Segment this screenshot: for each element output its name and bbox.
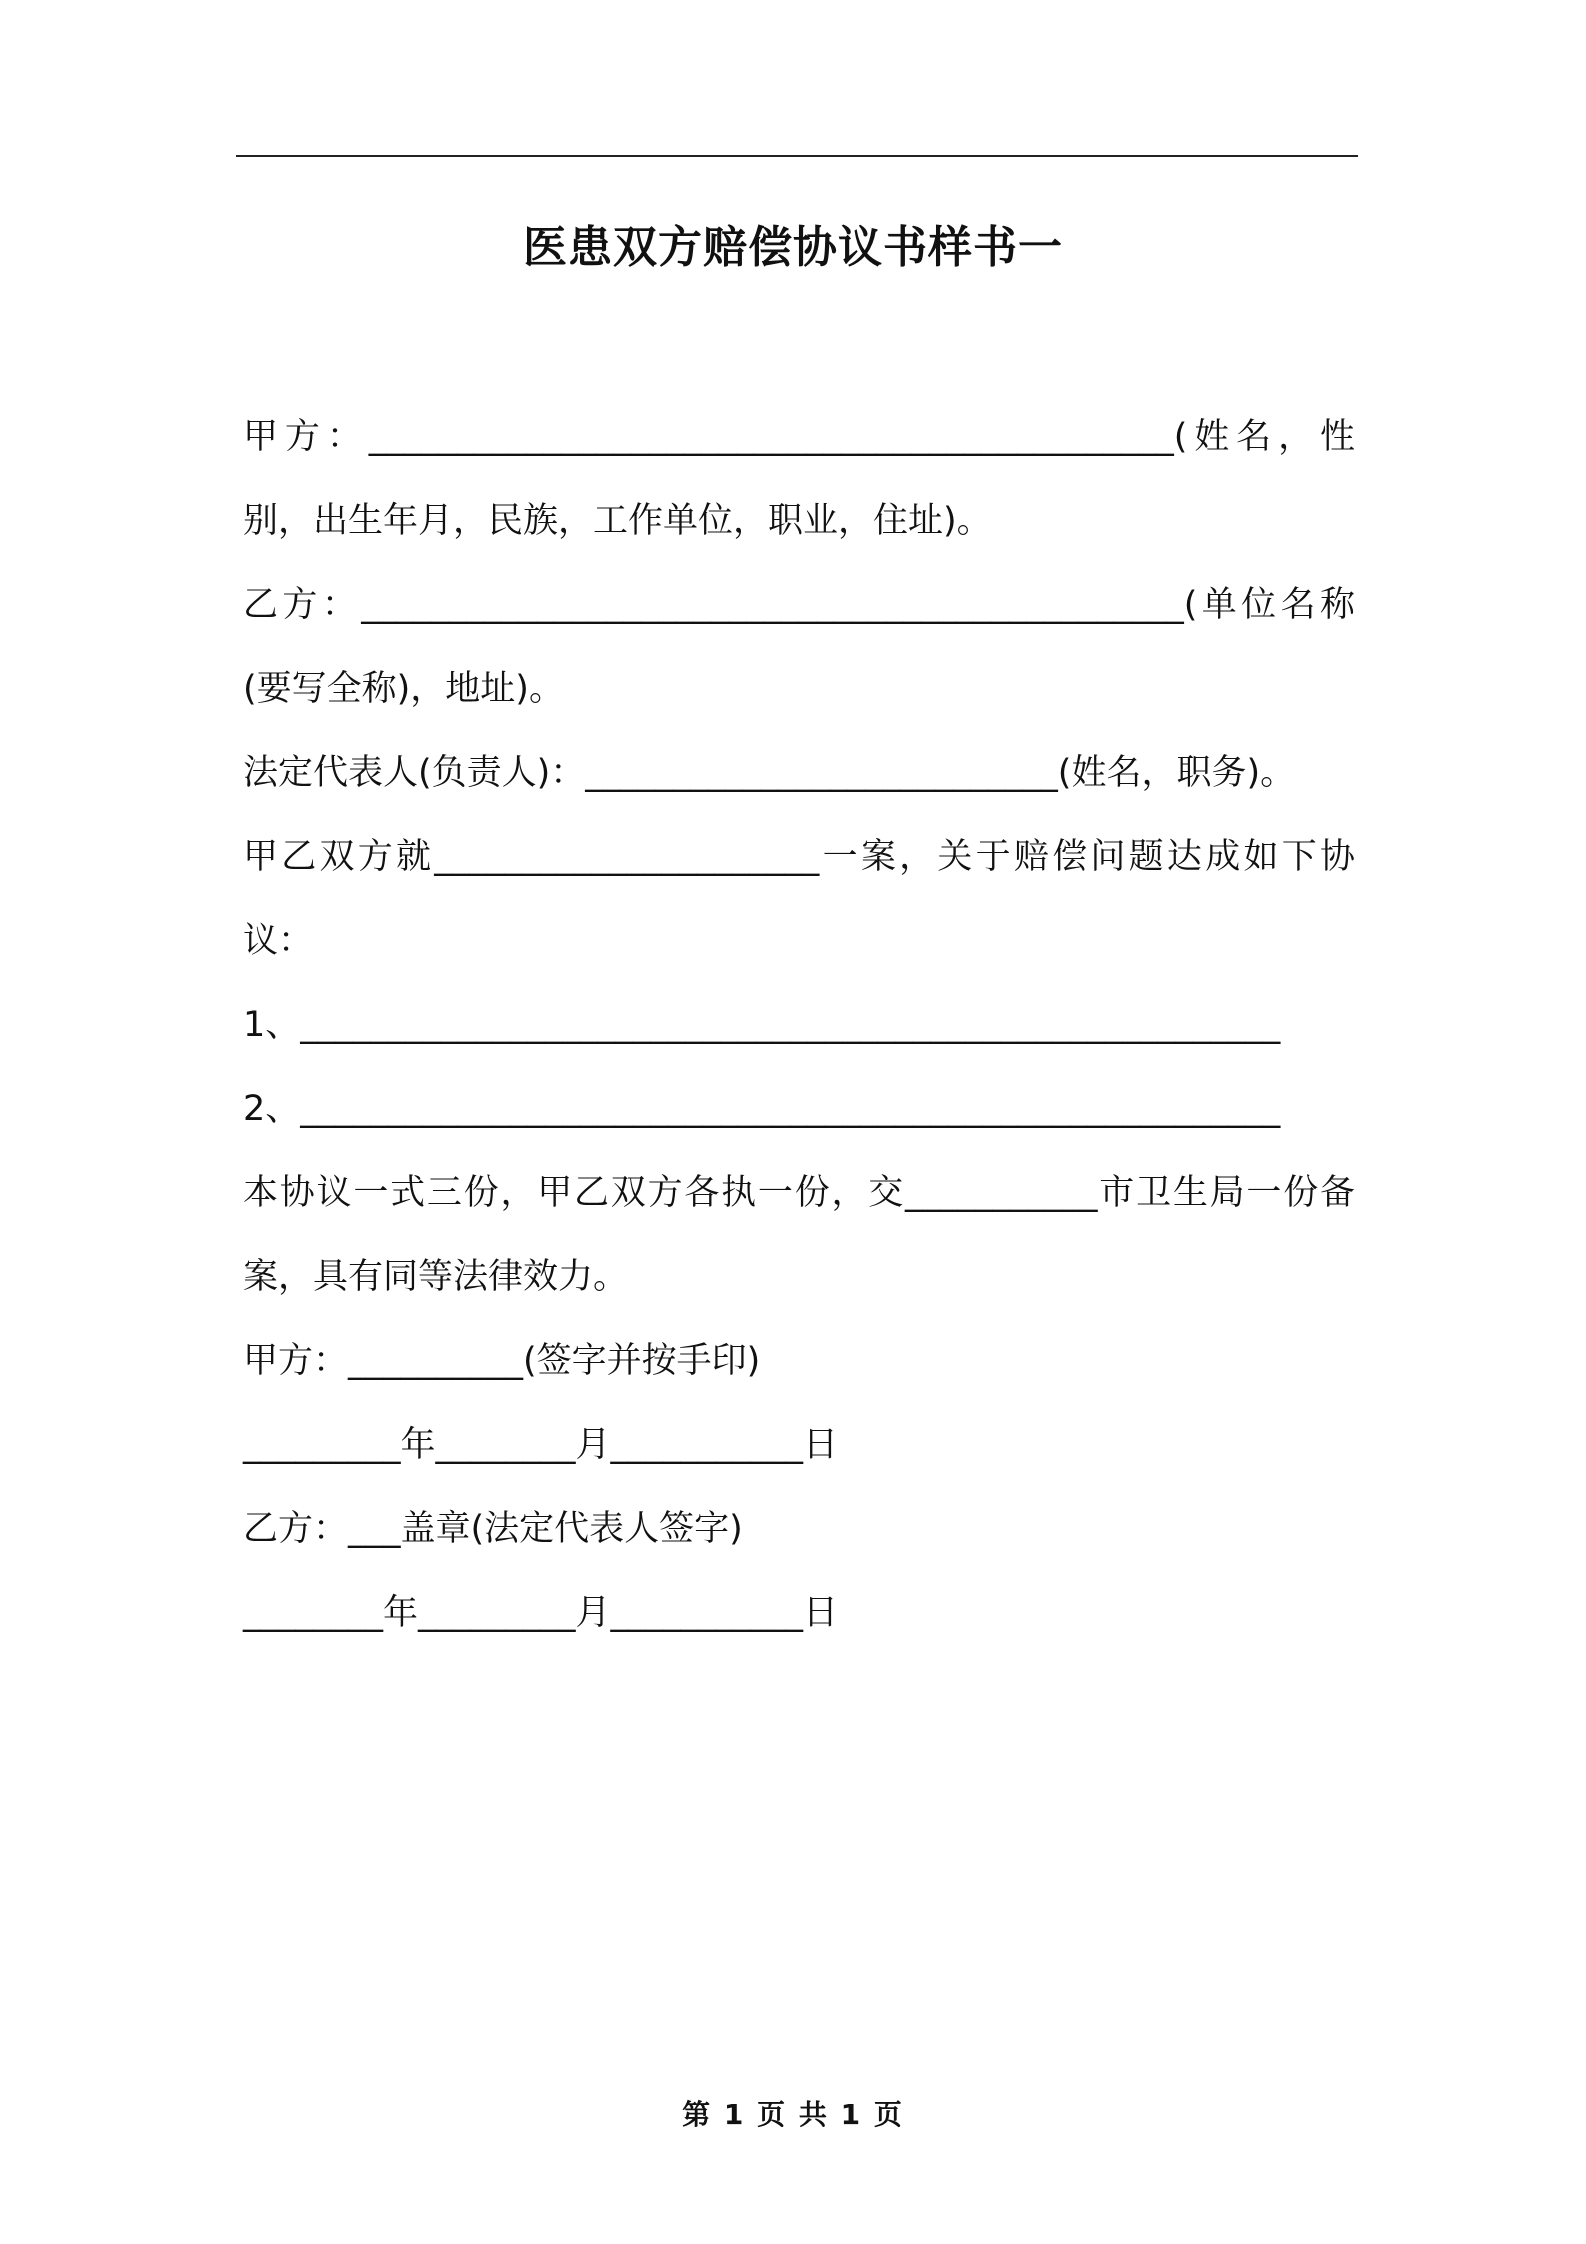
document-title: 医患双方赔偿协议书样书一: [523, 222, 1063, 273]
party-a-info: 甲方：______________________________________________(姓名，性别，出生年月，民族，工作单位，职业，住址)。: [243, 417, 1355, 541]
agreement-intro: 甲乙双方就______________________一案，关于赔偿问题达成如下协议：: [243, 837, 1355, 961]
party-b-info: 乙方：_______________________________________________(单位名称(要写全称)，地址)。: [243, 585, 1355, 709]
document-body: [243, 395, 1355, 1655]
header-rule: [236, 155, 1358, 157]
party-b-date: ________年_________月___________日: [243, 1593, 839, 1633]
party-a-date: _________年________月___________日: [243, 1425, 839, 1465]
clause-2: 2、________________________________________________________: [243, 1089, 1281, 1129]
party-a-signature: 甲方：__________(签字并按手印): [243, 1341, 761, 1381]
copies-clause: 本协议一式三份，甲乙双方各执一份，交___________市卫生局一份备案，具有同等法律效力。: [243, 1173, 1355, 1297]
party-b-signature: 乙方：___盖章(法定代表人签字): [243, 1509, 743, 1549]
clause-1: 1、________________________________________________________: [243, 1005, 1281, 1045]
legal-representative: 法定代表人(负责人)：___________________________(姓名，职务)。: [243, 753, 1296, 793]
page-number-footer: 第 1 页 共 1 页: [682, 2098, 904, 2131]
